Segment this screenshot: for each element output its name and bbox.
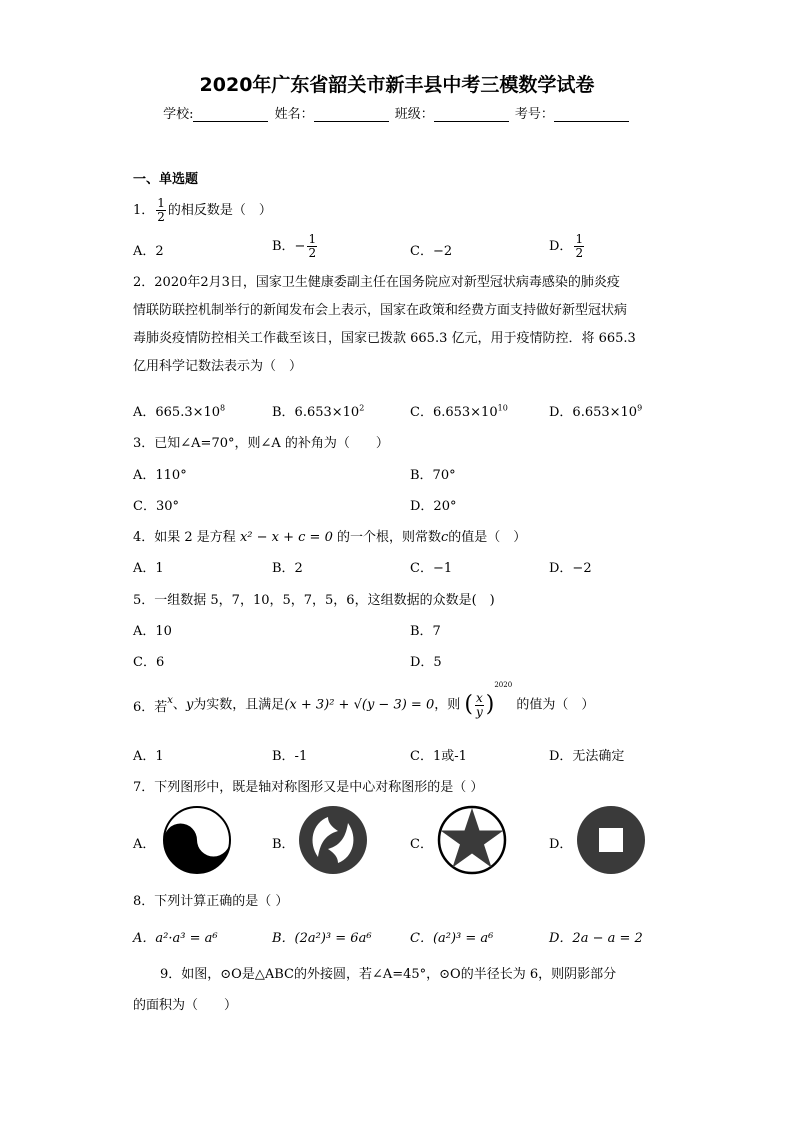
swirl-figure bbox=[298, 805, 368, 875]
question-1 bbox=[133, 197, 272, 224]
q1-option-a: A．2 bbox=[133, 244, 164, 259]
q5-option-c: C．6 bbox=[133, 655, 165, 670]
q6-fraction bbox=[475, 692, 484, 719]
q1-fraction bbox=[156, 197, 166, 224]
question-5: 5．一组数据 5，7，10，5，7，5，6，这组数据的众数是( ) bbox=[133, 593, 495, 608]
name-label: 姓名： bbox=[274, 107, 314, 122]
q3-option-a: A．110° bbox=[133, 468, 187, 483]
q4-text-1: 4．如果 2 是方程 bbox=[133, 530, 236, 545]
q7-option-d-label: D． bbox=[549, 837, 573, 852]
q4-text-3: 的值是（ ） bbox=[448, 530, 527, 545]
q4-option-c: C．−1 bbox=[410, 561, 453, 576]
q2-option-b bbox=[272, 401, 364, 420]
q2-line-4: 亿用科学记数法表示为（ ） bbox=[133, 359, 303, 374]
q8-option-d: D．2a − a = 2 bbox=[549, 931, 643, 946]
q4-option-b: B．2 bbox=[272, 561, 303, 576]
q2-d-text: D．6.653×10 bbox=[549, 405, 638, 420]
question-9-line-2: 的面积为（ ） bbox=[133, 998, 238, 1013]
q4-option-d: D．−2 bbox=[549, 561, 592, 576]
q6-option-d: D．无法确定 bbox=[549, 749, 625, 764]
q6-text-2: 为实数，且满足 bbox=[193, 697, 285, 713]
q2-option-d bbox=[549, 401, 642, 420]
q3-option-d: D．20° bbox=[410, 499, 457, 514]
q1-numerator: 1 bbox=[157, 196, 165, 210]
page-title: 2020年广东省韶关市新丰县中考三模数学试卷 bbox=[199, 74, 595, 96]
q1-d-denominator: 2 bbox=[575, 246, 584, 260]
q1-number: 1． bbox=[133, 203, 155, 218]
q6-var-x: x bbox=[167, 695, 173, 707]
question-6 bbox=[133, 681, 595, 727]
q1-option-c: C．−2 bbox=[410, 244, 453, 259]
q1-d-numerator: 1 bbox=[575, 232, 584, 246]
q8-option-b: B．(2a²)³ = 6a⁶ bbox=[272, 931, 372, 946]
q1-option-b bbox=[272, 233, 319, 260]
q4-equation: x² − x + c = 0 bbox=[239, 530, 333, 545]
class-label: 班级： bbox=[394, 107, 434, 122]
section-heading: 一、单选题 bbox=[133, 172, 199, 187]
question-4 bbox=[133, 526, 526, 545]
q6-paren-right: ) bbox=[485, 692, 495, 717]
q7-option-c-label: C． bbox=[410, 837, 433, 852]
question-2 bbox=[133, 269, 636, 381]
q6-frac-x: x bbox=[475, 690, 483, 705]
q4-variable: c bbox=[441, 530, 449, 545]
q6-option-b: B．-1 bbox=[272, 749, 308, 764]
q6-equation: (x + 3)² + √(y − 3) = 0 bbox=[284, 697, 435, 713]
q1-option-d bbox=[549, 233, 586, 260]
q6-option-c: C．1或-1 bbox=[410, 749, 467, 764]
q2-c-exp: 10 bbox=[497, 403, 508, 413]
q6-text-1: 6．若 bbox=[133, 699, 168, 715]
q5-option-d: D．5 bbox=[410, 655, 442, 670]
q1-b-label: B．− bbox=[272, 239, 306, 254]
q2-c-text: C．6.653×10 bbox=[410, 405, 498, 420]
q6-paren-left: ( bbox=[464, 692, 473, 717]
q7-option-b-label: B． bbox=[272, 837, 295, 852]
q3-option-b: B．70° bbox=[410, 468, 456, 483]
question-9-line-1: 9．如图，⊙O是△ABC的外接圆，若∠A=45°，⊙O的半径长为 6，则阴影部分 bbox=[160, 967, 617, 982]
q1-d-label: D． bbox=[549, 239, 573, 254]
q1-denominator: 2 bbox=[157, 210, 165, 224]
q2-b-text: B．6.653×10 bbox=[272, 405, 360, 420]
school-label: 学校: bbox=[163, 107, 194, 122]
q2-option-c bbox=[410, 401, 508, 420]
q8-option-c: C．(a²)³ = a⁶ bbox=[410, 931, 494, 946]
question-3: 3．已知∠A=70°，则∠A 的补角为（ ） bbox=[133, 436, 389, 451]
q6-exponent: 2020 bbox=[494, 681, 513, 689]
q2-option-a bbox=[133, 401, 225, 420]
question-8: 8．下列计算正确的是（ ） bbox=[133, 894, 289, 909]
q2-line-2: 情联防联控机制举行的新闻发布会上表示，国家在政策和经费方面支持做好新型冠状病 bbox=[133, 303, 628, 318]
q2-d-exp: 9 bbox=[637, 403, 643, 413]
q1-b-denominator: 2 bbox=[308, 246, 317, 260]
q3-option-c: C．30° bbox=[133, 499, 179, 514]
coin-figure bbox=[576, 805, 646, 875]
q2-a-exp: 8 bbox=[220, 403, 226, 413]
q1-b-numerator: 1 bbox=[308, 232, 317, 246]
q1-text: 的相反数是（ ） bbox=[167, 203, 272, 218]
yin-yang-figure bbox=[162, 805, 232, 875]
q7-option-a-label: A． bbox=[133, 837, 156, 852]
q6-separator: 、 bbox=[172, 697, 186, 713]
q6-frac-y: y bbox=[475, 704, 483, 719]
school-blank bbox=[193, 109, 268, 122]
star-figure bbox=[437, 805, 507, 875]
q4-option-a: A．1 bbox=[133, 561, 164, 576]
q6-var-y: y bbox=[185, 697, 194, 713]
q8-option-a: A．a²·a³ = a⁶ bbox=[133, 931, 218, 946]
q6-text-3: ，则 bbox=[434, 697, 461, 713]
exam-number-blank bbox=[554, 109, 629, 122]
q5-option-a: A．10 bbox=[133, 624, 172, 639]
q2-a-text: A．665.3×10 bbox=[133, 405, 221, 420]
q2-line-1: 2．2020年2月3日，国家卫生健康委副主任在国务院应对新型冠状病毒感染的肺炎疫 bbox=[133, 275, 620, 290]
q6-option-a: A．1 bbox=[133, 749, 164, 764]
q2-b-exp: 2 bbox=[359, 403, 365, 413]
question-7: 7．下列图形中，既是轴对称图形又是中心对称图形的是（ ） bbox=[133, 780, 484, 795]
q2-line-3: 毒肺炎疫情防控相关工作截至该日，国家已拨款 665.3 亿元，用于疫情防控．将 665.3 bbox=[133, 331, 636, 346]
exam-number-label: 考号： bbox=[514, 107, 554, 122]
q5-option-b: B．7 bbox=[410, 624, 441, 639]
student-info-line bbox=[0, 103, 794, 122]
class-blank bbox=[434, 109, 509, 122]
q6-text-4: 的值为（ ） bbox=[516, 697, 595, 713]
q4-text-2: 的一个根，则常数 bbox=[337, 530, 442, 545]
name-blank bbox=[314, 109, 389, 122]
